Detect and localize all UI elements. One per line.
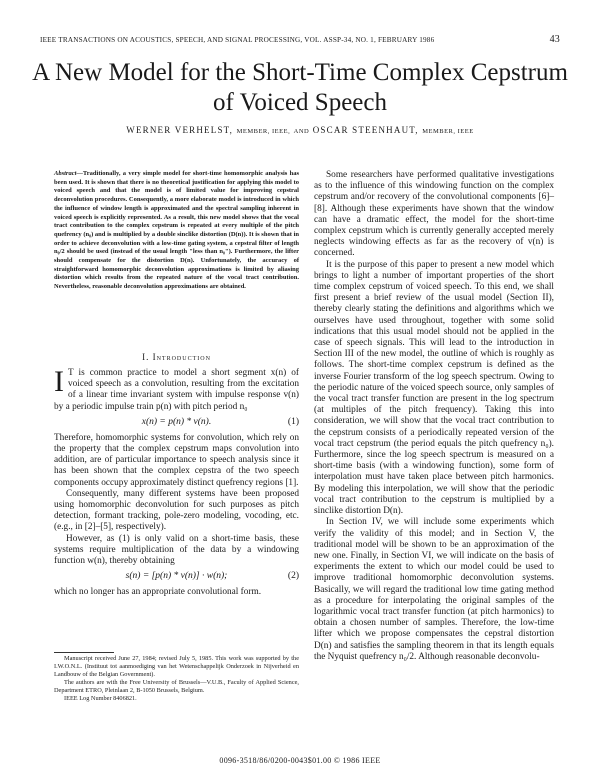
equation-2 bbox=[54, 567, 299, 587]
equation-1-number: (1) bbox=[287, 416, 299, 427]
paper-title bbox=[30, 58, 570, 118]
footnote-manuscript: Manuscript received June 27, 1984; revised July 5, 1985. This work was supported by the I.W.O.N.L. (Instituut tot aanmoediging van het Wetenschappelijk Onderzoek in Nijverheid en Landbouw of the Belgian Government). bbox=[54, 655, 299, 679]
right-paragraph-1: Some researchers have performed qualitative investigations as to the influence of this windowing function on the complex cepstrum and/or recovery of the convolutional components [6]–[8]. Although these experiments have shown that the window can have a dramatic effect, the model for the short-time complex cepstrum which is currently generally accepted merely neglects windowing effects as far as the recovery of v(n) is concerned. bbox=[314, 170, 554, 259]
equation-2-number: (2) bbox=[287, 571, 299, 582]
left-column-body bbox=[54, 365, 299, 598]
author-line bbox=[40, 125, 560, 135]
equation-1-text: x(n) = p(n) * v(n). bbox=[141, 416, 212, 427]
right-paragraph-3: In Section IV, we will include some experiments which verify the validity of this model; and in Section V, the traditional model will be shown to be an approximation of the new one. Finally, in Section VI, we will indicate on the basis of experiments the extent to which our model could be used to improve traditional homomorphic deconvolution systems. Basically, we will regard the traditional low time gating method as a procedure for interpolating the original samples of the logarithmic vocal tract transfer function (at pitch harmonics) to obtain a chosen number of samples. Therefore, the low-time lifter which we propose compensates the cepstral distortion D(n) and satisfies the sampling theorem in that its length equals the Nyquist quefrency n₀/2. Although reasonable deconvolu- bbox=[314, 517, 554, 662]
title-line-2: of Voiced Speech bbox=[212, 89, 388, 116]
intro-paragraph-2: Therefore, homomorphic systems for convolution, which rely on the property that the complex cepstrum maps convolution into addition, are of particular importance to speech analysis since it has been shown that the complex cepstra of the two speech components occupy approximately distinct quefrency regions [1]. bbox=[54, 432, 299, 488]
footnote-divider bbox=[54, 652, 114, 653]
running-head bbox=[40, 34, 560, 48]
author-2-affiliation: MEMBER, IEEE bbox=[422, 128, 474, 135]
intro-paragraph-5: which no longer has an appropriate convolutional form. bbox=[54, 587, 262, 598]
author-conjunction: AND bbox=[293, 128, 310, 135]
right-paragraph-2: It is the purpose of this paper to present a new model which brings to light a number of important properties of the short time complex cepstrum of voiced speech. To this end, we shall first present a brief review of the usual model (Section II), thereby clearly stating the definitions and algorithms which we ourselves have used throughout, together with some solid indications that this usual model should not be applied in the case of speech signals. This will lead to the introduction in Section III of the new model, the outline of which is roughly as follows. The short-time complex cepstrum is defined as the inverse Fourier transform of the log speech spectrum. Owing to the periodic nature of the voiced speech source, only samples of the vocal tract transfer function are present in the log spectrum (at multiples of the pitch frequency). Taking this into consideration, we will show that the vocal tract contribution to the cepstrum consists of a periodically repeated version of the vocal tract cepstrum (the period equals the pitch quefrency n₀). Furthermore, since the log speech spectrum is measured on a short-time basis (with a windowing function), some form of interpolation must have taken place between pitch harmonics. By modeling this interpolation, we will show that the periodic vocal tract contribution to the cepstrum is multiplied by a sinclike distortion D(n). bbox=[314, 259, 554, 517]
copyright-line: 0096-3518/86/0200-0043$01.00 © 1986 IEEE bbox=[219, 756, 381, 765]
title-line-1: A New Model for the Short-Time Complex Cepstrum bbox=[32, 59, 568, 86]
footnote-log-number: IEEE Log Number 8406821. bbox=[64, 695, 137, 703]
right-column-body bbox=[314, 170, 554, 663]
journal-name: IEEE TRANSACTIONS ON ACOUSTICS, SPEECH, AND SIGNAL PROCESSING, VOL. ASSP-34, NO. 1, FEBRUARY 1986 bbox=[40, 36, 435, 44]
page-number: 43 bbox=[549, 34, 560, 45]
intro-paragraph-1 bbox=[54, 365, 299, 413]
intro-paragraph-4: However, as (1) is only valid on a short-time basis, these systems require multiplication of the data by a windowing function w(n), thereby obtaining bbox=[54, 533, 299, 567]
intro-paragraph-3: Consequently, many different systems have been proposed using homomorphic deconvolution for such purposes as pitch detection, formant tracking, pole-zero modeling, vocoding, etc. (e.g., in [2]–[5], respectively). bbox=[54, 488, 299, 533]
section-heading-introduction: I. Introduction bbox=[142, 352, 211, 362]
author-1-name: WERNER VERHELST, bbox=[126, 125, 234, 135]
author-1-affiliation: MEMBER, IEEE, bbox=[236, 128, 291, 135]
intro-paragraph-1-text: T is common practice to model a short segment x(n) of voiced speech as a convolution, resulting from the excitation of a linear time invariant system with impulse response v(n) by a periodic impulse train p(n) with pitch period n₀ bbox=[54, 368, 299, 412]
footnotes bbox=[54, 655, 299, 704]
abstract-text: Traditionally, a very simple model for short-time homomorphic analysis has been used. It is shown that there is no theoretical justification for applying this model to voiced speech and that the model is of limited value for improving cepstral deconvolution procedures. Consequently, a more elaborate model is introduced in which the influence of window length is approximated and the spectral sampling inherent in voiced speech is explicitly represented. As a result, this new model shows that the vocal tract contribution to the complex cepstrum is repeated at every multiple of the pitch quefrency (n₀) and is multiplied by a double sinclike distortion (D(n)). It is shown that in order to achieve deconvolution with a low-time gating system, a cepstral filter of length n₀/2 should be used (instead of the usual length "less than n₀"). Furthermore, the lifter should compensate for the distortion D(n). Unfortunately, the accuracy of straightforward homomorphic deconvolution approximations is limited by aliasing distortion which results from the repeated nature of the vocal tract contribution. Nevertheless, reasonable deconvolution approximations are obtained. bbox=[54, 170, 299, 291]
footnote-authors: The authors are with the Free University of Brussels—V.U.B., Faculty of Applied Science, Department ETRO, Pleinlaan 2, B-1050 Brussels, Belgium. bbox=[54, 679, 299, 695]
drop-cap: I bbox=[54, 365, 64, 398]
abstract-label: Abstract— bbox=[54, 170, 83, 177]
equation-2-text: s(n) = [p(n) * v(n)] · w(n); bbox=[125, 571, 228, 582]
abstract bbox=[54, 170, 299, 292]
equation-1 bbox=[54, 413, 299, 433]
author-2-name: OSCAR STEENHAUT, bbox=[312, 125, 419, 135]
